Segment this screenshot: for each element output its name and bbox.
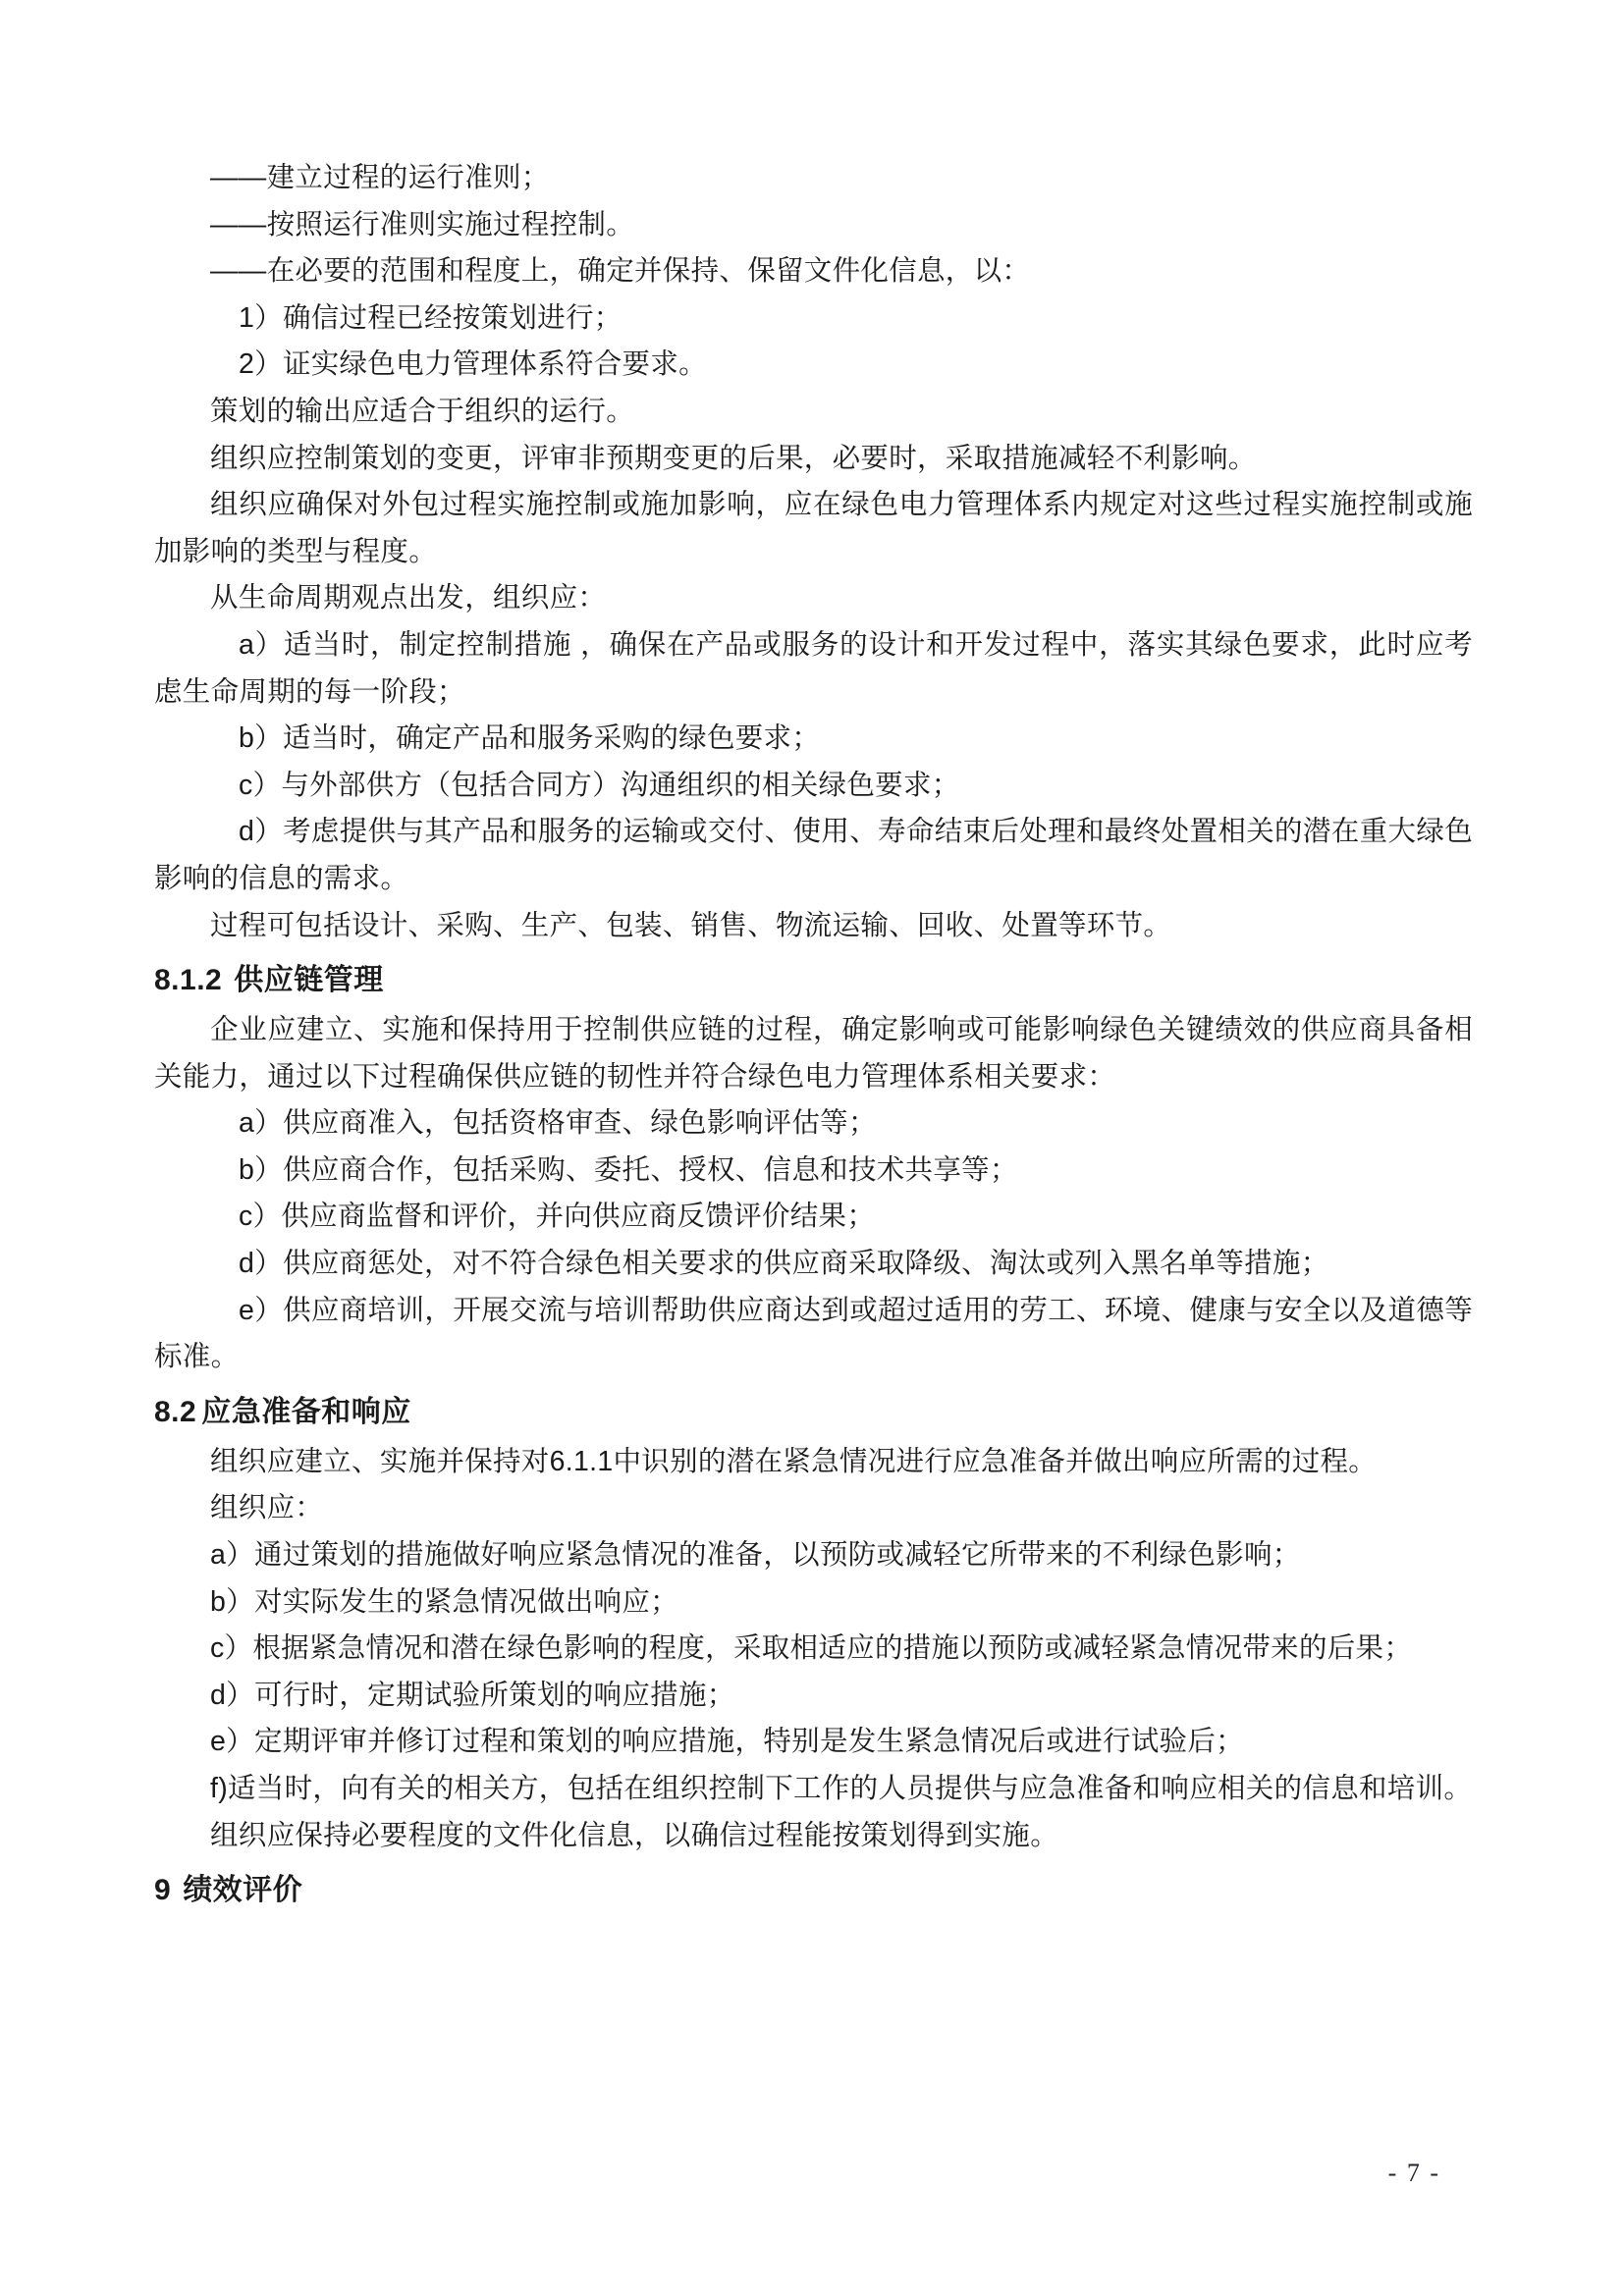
dash-item: ——建立过程的运行准则； bbox=[210, 162, 550, 193]
section-number: 8.1.2 bbox=[154, 964, 223, 997]
sub-item-a: a）适当时，制定控制措施 ，确保在产品或服务的设计和开发过程中，落实其绿色要求，此时应考虑生命周期的每一阶段； bbox=[154, 628, 1473, 708]
section-title: 绩效评价 bbox=[183, 1874, 303, 1907]
section-title: 供应链管理 bbox=[234, 964, 384, 997]
sub-item-b: b）适当时，确定产品和服务采购的绿色要求； bbox=[239, 722, 821, 755]
list-item-b: b）对实际发生的紧急情况做出响应； bbox=[210, 1585, 678, 1618]
section-title: 应急准备和响应 bbox=[201, 1395, 411, 1428]
section-heading-8-2 bbox=[154, 1389, 1473, 1436]
sub-item-a: a）供应商准入，包括资格审查、绿色影响评估等； bbox=[239, 1107, 877, 1140]
sub-item-d: d）供应商惩处，对不符合绿色相关要求的供应商采取降级、淘汰或列入黑名单等措施； bbox=[239, 1248, 1329, 1280]
paragraph: 组织应： bbox=[210, 1492, 324, 1524]
list-item-d: d）可行时，定期试验所策划的响应措施； bbox=[210, 1679, 735, 1711]
numbered-sub-item-1: 1）确信过程已经按策划进行； bbox=[239, 301, 623, 334]
document-body bbox=[154, 155, 1473, 1917]
sub-item-d: d）考虑提供与其产品和服务的运输或交付、使用、寿命结束后处理和最终处置相关的潜在重大绿色影响的信息的需求。 bbox=[154, 816, 1473, 894]
list-item-f: f)适当时，向有关的相关方，包括在组织控制下工作的人员提供与应急准备和响应相关的信息和培训。 bbox=[210, 1773, 1473, 1804]
dash-item: ——在必要的范围和程度上，确定并保持、保留文件化信息，以： bbox=[210, 255, 1031, 288]
paragraph: 组织应建立、实施并保持对6.1.1中识别的潜在紧急情况进行应急准备并做出响应所需的过程。 bbox=[210, 1445, 1378, 1477]
paragraph: 组织应保持必要程度的文件化信息，以确信过程能按策划得到实施。 bbox=[210, 1819, 1059, 1851]
paragraph: 过程可包括设计、采购、生产、包装、销售、物流运输、回收、处置等环节。 bbox=[210, 909, 1172, 941]
paragraph: 组织应确保对外包过程实施控制或施加影响，应在绿色电力管理体系内规定对这些过程实施控制或施加影响的类型与程度。 bbox=[154, 489, 1473, 567]
section-heading-8-1-2 bbox=[154, 957, 1473, 1004]
paragraph: 策划的输出应适合于组织的运行。 bbox=[210, 395, 635, 427]
sub-item-c: c）供应商监督和评价，并向供应商反馈评价结果； bbox=[239, 1201, 876, 1233]
dash-item: ——按照运行准则实施过程控制。 bbox=[210, 208, 635, 240]
list-item-e: e）定期评审并修订过程和策划的响应措施，特别是发生紧急情况后或进行试验后； bbox=[210, 1726, 1244, 1758]
sub-item-e: e）供应商培训，开展交流与培训帮助供应商达到或超过适用的劳工、环境、健康与安全以及道德等标准。 bbox=[154, 1294, 1473, 1373]
list-item-a: a）通过策划的措施做好响应紧急情况的准备，以预防或减轻它所带来的不利绿色影响； bbox=[210, 1539, 1301, 1572]
section-number: 8.2 bbox=[154, 1395, 197, 1428]
sub-item-b: b）供应商合作，包括采购、委托、授权、信息和技术共享等； bbox=[239, 1153, 1018, 1186]
numbered-sub-item-2: 2）证实绿色电力管理体系符合要求。 bbox=[239, 348, 707, 381]
page-number: - 7 - bbox=[1387, 2159, 1440, 2187]
section-heading-9 bbox=[154, 1867, 1473, 1914]
list-item-c: c）根据紧急情况和潜在绿色影响的程度，采取相适应的措施以预防或减轻紧急情况带来的后果； bbox=[210, 1632, 1413, 1665]
paragraph: 从生命周期观点出发，组织应： bbox=[210, 582, 607, 614]
sub-item-c: c）与外部供方（包括合同方）沟通组织的相关绿色要求； bbox=[239, 769, 960, 801]
section-number: 9 bbox=[154, 1874, 172, 1907]
paragraph: 组织应控制策划的变更，评审非预期变更的后果，必要时，采取措施减轻不利影响。 bbox=[210, 442, 1257, 474]
paragraph: 企业应建立、实施和保持用于控制供应链的过程，确定影响或可能影响绿色关键绩效的供应商具备相关能力，通过以下过程确保供应链的韧性并符合绿色电力管理体系相关要求： bbox=[154, 1014, 1473, 1093]
